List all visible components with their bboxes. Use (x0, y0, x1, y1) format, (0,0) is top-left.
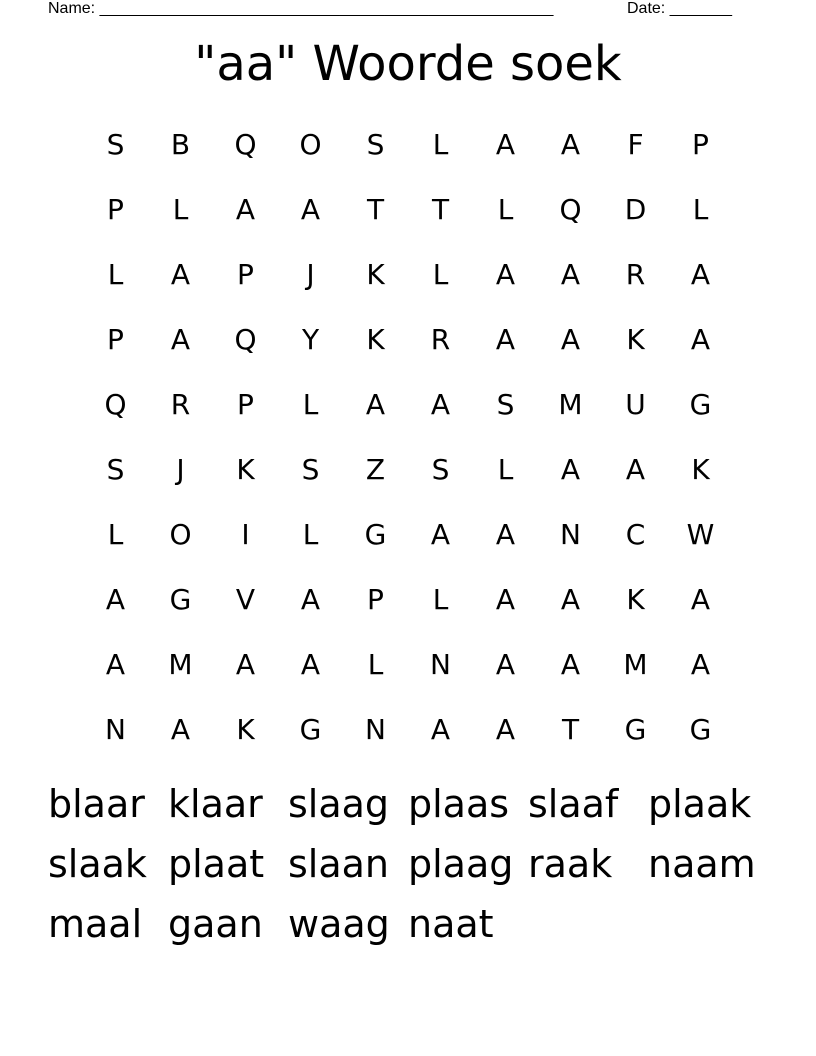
grid-letter: A (625, 453, 646, 486)
grid-letter: N (430, 648, 451, 681)
grid-letter: A (690, 323, 711, 356)
grid-letter: A (495, 583, 516, 616)
name-field-label: Name: ___________________________________________________ (48, 0, 554, 17)
grid-letter: O (169, 518, 192, 551)
grid-letter: S (496, 388, 515, 421)
grid-letter: L (107, 258, 124, 291)
grid-letter: A (430, 388, 451, 421)
grid-letter: A (365, 388, 386, 421)
grid-letter: L (302, 388, 319, 421)
word-list-item: maal (48, 902, 143, 946)
grid-letter: L (432, 583, 449, 616)
grid-letter: M (558, 388, 583, 421)
word-list-item: gaan (168, 902, 263, 946)
grid-letter: K (691, 453, 710, 486)
grid-letter: L (432, 128, 449, 161)
date-field-label: Date: _______ (627, 0, 732, 17)
grid-letter: A (170, 258, 191, 291)
grid-letter: L (497, 453, 514, 486)
grid-letter: R (625, 258, 646, 291)
grid-letter: A (495, 518, 516, 551)
grid-letter: L (367, 648, 384, 681)
grid-letter: A (495, 128, 516, 161)
grid-letter: N (105, 713, 126, 746)
grid-letter: P (692, 128, 709, 161)
grid-letter: K (626, 323, 645, 356)
grid-letter: L (432, 258, 449, 291)
grid-letter: Q (559, 193, 582, 226)
grid-letter: A (560, 648, 581, 681)
grid-letter: K (626, 583, 645, 616)
grid-letter: A (300, 648, 321, 681)
grid-letter: S (106, 453, 125, 486)
grid-letter: A (690, 583, 711, 616)
grid-letter: N (560, 518, 581, 551)
grid-letter: A (560, 583, 581, 616)
grid-letter: V (235, 583, 256, 616)
grid-letter: S (301, 453, 320, 486)
grid-letter: I (241, 518, 250, 551)
grid-letter: A (495, 713, 516, 746)
grid-letter: A (235, 193, 256, 226)
grid-letter: A (300, 583, 321, 616)
grid-letter: P (107, 193, 124, 226)
grid-letter: G (299, 713, 322, 746)
grid-letter: D (624, 193, 647, 226)
grid-letter: M (168, 648, 193, 681)
grid-letter: N (365, 713, 386, 746)
grid-letter: R (170, 388, 191, 421)
grid-letter: R (430, 323, 451, 356)
word-list-item: slaaf (528, 782, 619, 826)
grid-letter: T (366, 193, 385, 226)
grid-letter: A (560, 453, 581, 486)
grid-letter: G (689, 713, 712, 746)
grid-letter: T (561, 713, 580, 746)
word-list (48, 774, 788, 954)
grid-letter: Y (301, 323, 320, 356)
grid-letter: B (170, 128, 191, 161)
grid-letter: A (690, 258, 711, 291)
grid-letter: A (560, 258, 581, 291)
grid-letter: A (235, 648, 256, 681)
grid-letter: L (497, 193, 514, 226)
grid-letter: G (624, 713, 647, 746)
grid-letter: A (105, 648, 126, 681)
grid-letter: Q (234, 128, 257, 161)
grid-letter: A (560, 128, 581, 161)
grid-letter: F (627, 128, 644, 161)
grid-letter: P (107, 323, 124, 356)
grid-letter: J (306, 258, 315, 291)
grid-letter: P (367, 583, 384, 616)
grid-letter: S (106, 128, 125, 161)
word-list-item: plaak (648, 782, 752, 826)
word-search-grid (83, 112, 733, 762)
grid-letter: L (107, 518, 124, 551)
page-title: "aa" Woorde soek (194, 36, 622, 92)
word-list-item: blaar (48, 782, 145, 826)
grid-letter: S (366, 128, 385, 161)
grid-letter: A (560, 323, 581, 356)
grid-letter: A (300, 193, 321, 226)
grid-letter: P (237, 388, 254, 421)
grid-letter: A (430, 713, 451, 746)
grid-letter: Z (365, 453, 386, 486)
grid-letter: A (430, 518, 451, 551)
grid-letter: A (495, 258, 516, 291)
grid-letter: K (236, 713, 255, 746)
grid-letter: L (302, 518, 319, 551)
word-list-item: raak (528, 842, 613, 886)
word-list-item: plaat (168, 842, 265, 886)
grid-letter: K (236, 453, 255, 486)
word-list-item: waag (288, 902, 390, 946)
grid-letter: A (170, 713, 191, 746)
word-list-item: naam (648, 842, 756, 886)
grid-letter: U (625, 388, 646, 421)
word-list-item: klaar (168, 782, 263, 826)
grid-letter: K (366, 323, 385, 356)
word-list-item: plaas (408, 782, 510, 826)
grid-letter: P (237, 258, 254, 291)
word-list-item: naat (408, 902, 494, 946)
grid-letter: Q (104, 388, 127, 421)
grid-letter: S (431, 453, 450, 486)
grid-letter: A (495, 323, 516, 356)
grid-letter: L (172, 193, 189, 226)
grid-letter: G (689, 388, 712, 421)
grid-letter: Q (234, 323, 257, 356)
grid-letter: A (495, 648, 516, 681)
grid-letter: C (625, 518, 646, 551)
word-list-item: plaag (408, 842, 514, 886)
grid-letter: L (692, 193, 709, 226)
grid-letter: T (431, 193, 450, 226)
grid-letter: K (366, 258, 385, 291)
word-list-item: slaag (288, 782, 390, 826)
grid-letter: A (170, 323, 191, 356)
word-list-item: slaan (288, 842, 390, 886)
word-list-item: slaak (48, 842, 147, 886)
grid-letter: A (105, 583, 126, 616)
grid-letter: M (623, 648, 648, 681)
grid-letter: O (299, 128, 322, 161)
grid-letter: G (364, 518, 387, 551)
grid-letter: G (169, 583, 192, 616)
grid-letter: J (176, 453, 185, 486)
grid-letter: A (690, 648, 711, 681)
grid-letter: W (686, 518, 715, 551)
